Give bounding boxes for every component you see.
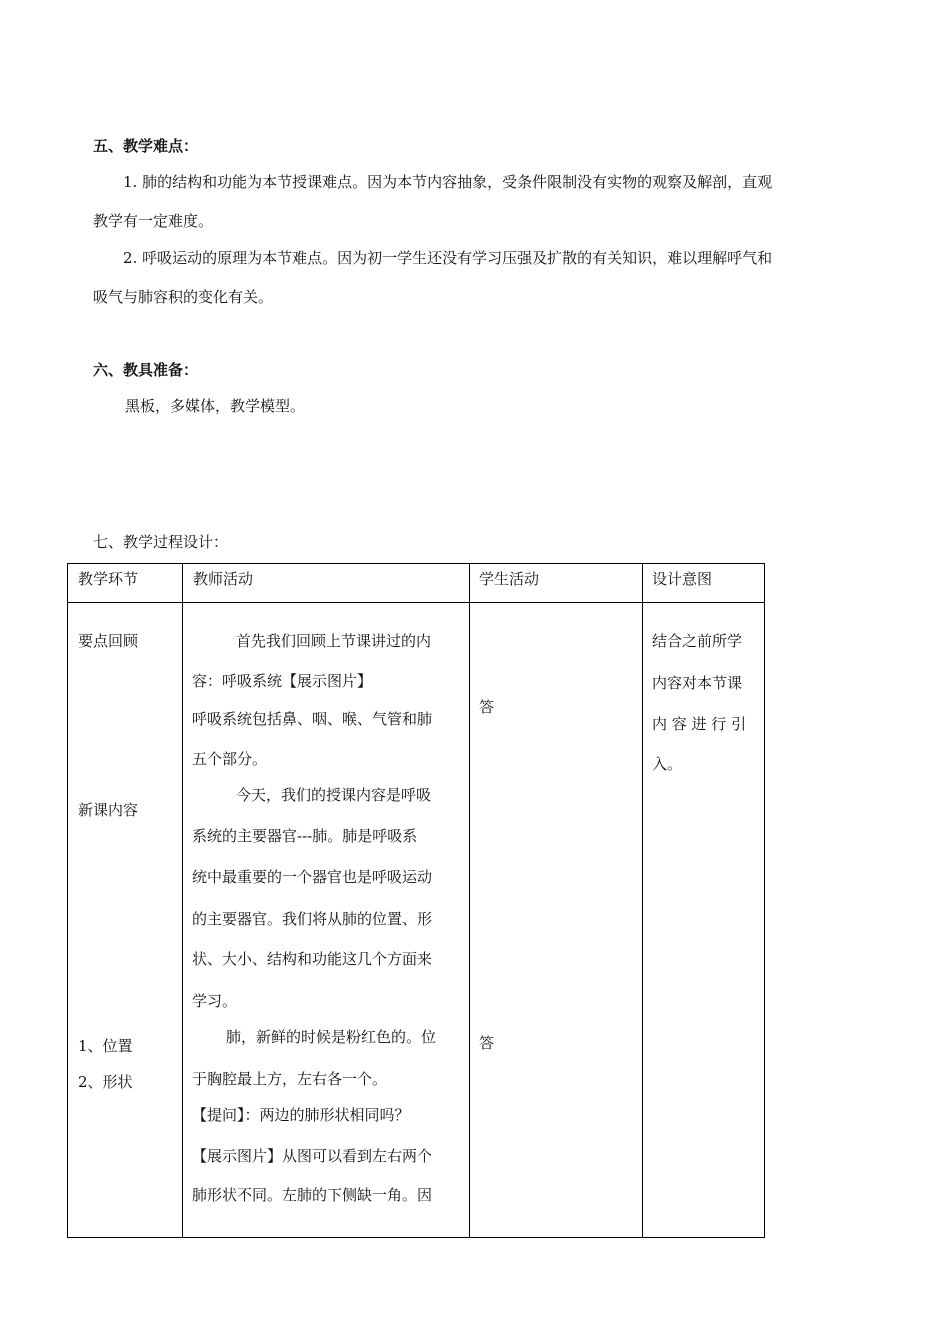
stage-review: 要点回顾 — [78, 632, 139, 650]
teacher-text-line: 呼吸系统包括鼻、咽、喉、气管和肺 — [192, 710, 433, 728]
header-design-intent: 设计意图 — [652, 570, 713, 588]
design-intent-line: 结合之前所学 — [652, 632, 743, 650]
teacher-text-line: 状、大小、结构和功能这几个方面来 — [192, 950, 433, 968]
stage-position: 1、位置 — [78, 1037, 133, 1055]
column-divider — [182, 564, 183, 1237]
teacher-text-line: 首先我们回顾上节课讲过的内 — [236, 632, 432, 650]
header-teaching-stage: 教学环节 — [78, 570, 139, 588]
teacher-text-line: 统中最重要的一个器官也是呼吸运动 — [192, 868, 433, 886]
teacher-text-line: 肺，新鲜的时候是粉红色的。位 — [226, 1028, 437, 1046]
teacher-text-line: 【展示图片】从图可以看到左右两个 — [192, 1147, 433, 1165]
teacher-text-line: 容：呼吸系统【展示图片】 — [192, 672, 373, 690]
section7-heading: 七、教学过程设计： — [93, 533, 229, 551]
teacher-text-line: 今天，我们的授课内容是呼吸 — [236, 786, 432, 804]
design-intent-line: 入。 — [652, 755, 683, 773]
stage-new-content: 新课内容 — [78, 801, 139, 819]
design-intent-line: 内 容 进 行 引 — [652, 715, 747, 733]
column-divider — [642, 564, 643, 1237]
student-answer: 答 — [479, 698, 495, 716]
teaching-process-table — [67, 563, 765, 1238]
teacher-text-line: 学习。 — [192, 992, 238, 1010]
teacher-text-line: 系统的主要器官---肺。肺是呼吸系 — [192, 827, 418, 845]
header-student-activity: 学生活动 — [479, 570, 540, 588]
header-teacher-activity: 教师活动 — [193, 570, 254, 588]
section6-heading: 六、教具准备： — [93, 361, 199, 379]
design-intent-line: 内容对本节课 — [652, 674, 743, 692]
teacher-text-line: 肺形状不同。左肺的下侧缺一角。因 — [192, 1186, 433, 1204]
teacher-text-line: 五个部分。 — [192, 750, 268, 768]
teacher-text-line: 的主要器官。我们将从肺的位置、形 — [192, 910, 433, 928]
student-answer: 答 — [479, 1034, 495, 1052]
stage-shape: 2、形状 — [78, 1073, 133, 1091]
section5-paragraph2-line1: 2. 呼吸运动的原理为本节难点。因为初一学生还没有学习压强及扩散的有关知识，难以理解呼气和 — [123, 249, 773, 267]
section5-paragraph2-line2: 吸气与肺容积的变化有关。 — [93, 288, 274, 306]
section6-text: 黑板，多媒体，教学模型。 — [125, 397, 306, 415]
column-divider — [469, 564, 470, 1237]
teacher-text-line: 于胸腔最上方，左右各一个。 — [192, 1070, 388, 1088]
section5-paragraph1-line2: 教学有一定难度。 — [93, 212, 214, 230]
section5-paragraph1-line1: 1. 肺的结构和功能为本节授课难点。因为本节内容抽象，受条件限制没有实物的观察及解剖，直观 — [123, 173, 773, 191]
section5-heading: 五、教学难点： — [93, 137, 199, 155]
header-divider — [68, 602, 764, 603]
teacher-text-line: 【提问】：两边的肺形状相同吗？ — [192, 1106, 410, 1124]
